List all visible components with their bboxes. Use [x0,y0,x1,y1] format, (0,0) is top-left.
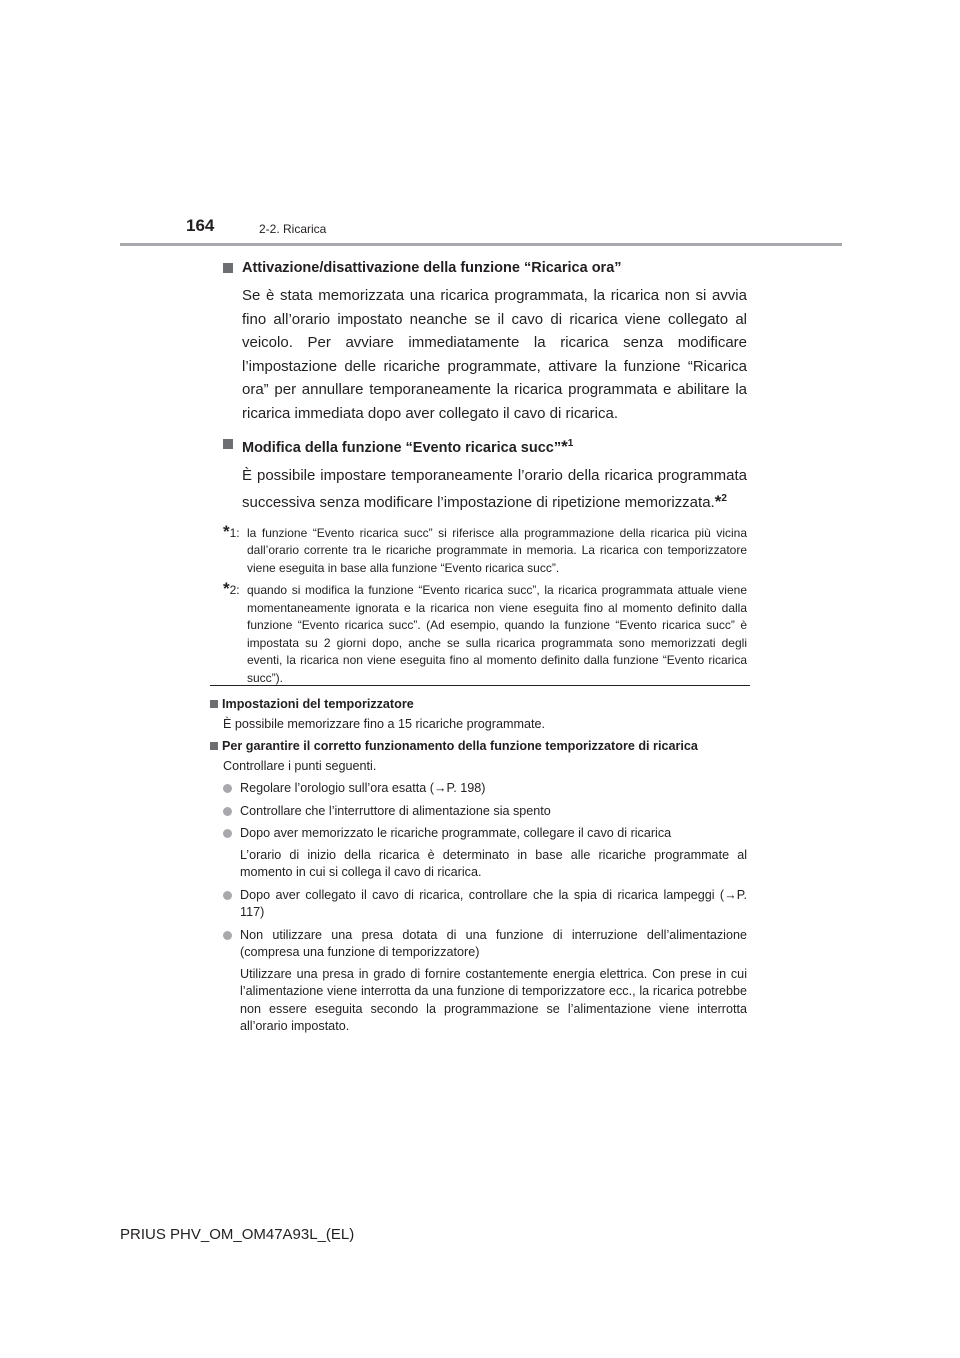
document-code: PRIUS PHV_OM_OM47A93L_(EL) [120,1226,355,1243]
footnote-2 [223,579,747,687]
list-item: Dopo aver collegato il cavo di ricarica, controllare che la spia di ricarica lampeggi (→P. 117) [210,887,747,922]
note-heading-text: Impostazioni del temporizzatore [222,697,414,711]
footnote-marker: *1: [223,521,240,541]
note-heading-text: Per garantire il corretto funzionamento della funzione temporizzatore di ricarica [222,738,698,753]
paragraph-text: È possibile impostare temporaneamente l’orario della ricarica programmata successiva senza modificare l’impostazione di ripetizione memorizzata. [242,466,747,512]
note-text: Controllare i punti seguenti. [223,758,377,773]
header-divider [120,243,842,246]
section-title: 2-2. Ricarica [259,222,327,236]
footnote-star: * [714,492,722,512]
main-content [223,258,747,687]
bullet-icon [223,931,232,940]
bullet-icon [223,829,232,838]
square-bullet-icon [210,742,218,750]
square-bullet-icon [223,263,233,273]
subheading-ricarica-ora [223,258,747,278]
square-bullet-icon [210,700,218,708]
footnote-1 [223,521,747,578]
note-heading-timer [210,696,747,713]
notes-divider [210,685,750,686]
footnote-star: * [561,436,568,456]
bullet-icon [223,784,232,793]
notes-section [210,696,747,1036]
square-bullet-icon [223,439,233,449]
list-item: Regolare l’orologio sull’ora esatta (→P. 198) [210,780,747,798]
list-item-detail: L’orario di inizio della ricarica è determinato in base alle ricariche programmate al momento in cui si collega il cavo di ricarica. [240,847,747,879]
subheading-text: Attivazione/disattivazione della funzione “Ricarica ora” [242,260,622,276]
paragraph-evento-ricarica [223,464,747,515]
bullet-icon [223,807,232,816]
footnote-text: la funzione “Evento ricarica succ” si riferisce alla programmazione della ricarica più vicina dall’orario corrente tra le ricariche programmate in memoria. La ricarica con temporizzatore viene eseguita in base alla funzione “Evento ricarica succ”. [247,525,747,575]
footnote-ref: 1 [567,438,574,449]
footnote-ref: 2 [721,493,727,505]
list-item: Controllare che l’interruttore di alimentazione sia spento [210,803,747,821]
note-heading-function [210,738,747,755]
list-item: Dopo aver memorizzato le ricariche programmate, collegare il cavo di ricarica [210,825,747,843]
bullet-icon [223,891,232,900]
list-item: Non utilizzare una presa dotata di una funzione di interruzione dell’alimentazione (compresa una funzione di temporizzatore) [210,927,747,962]
note-text: È possibile memorizzare fino a 15 ricariche programmate. [223,717,545,731]
subheading-evento-ricarica [223,434,747,458]
footnote-marker: *2: [223,579,240,599]
page-number: 164 [186,216,215,235]
list-item-detail: Utilizzare una presa in grado di fornire costantemente energia elettrica. Con prese in cui l’alimentazione viene interrotta da una funzione di temporizzatore ecc., la ricarica potrebbe non essere eseguita secondo la programmazione se l’alimentazione viene interrotta all’orario impostato. [240,966,747,1033]
paragraph-ricarica-ora: Se è stata memorizzata una ricarica programmata, la ricarica non si avvia fino all’orario impostato neanche se il cavo di ricarica viene collegato al veicolo. Per avviare immediatamente la ricarica senza modificare l’impostazione delle ricariche programmate, attivare la funzione “Ricarica ora” per annullare temporaneamente la ricarica programmata e abilitare la ricarica immediata dopo aver collegato il cavo di ricarica. [242,287,747,422]
subheading-text: Modifica della funzione “Evento ricarica succ” [242,439,562,456]
footnote-text: quando si modifica la funzione “Evento ricarica succ”, la ricarica programmata attuale viene momentaneamente ignorata e la ricarica non viene eseguita fino al momento definito dalla funzione “Evento ricarica succ”. (Ad esempio, quando la funzione “Evento ricarica succ” è impostata su 2 giorni dopo, anche se sulla ricarica programmata sono memorizzati degli eventi, la ricarica non viene eseguita fino al momento definito dalla funzione “Evento ricarica succ”). [247,583,747,685]
